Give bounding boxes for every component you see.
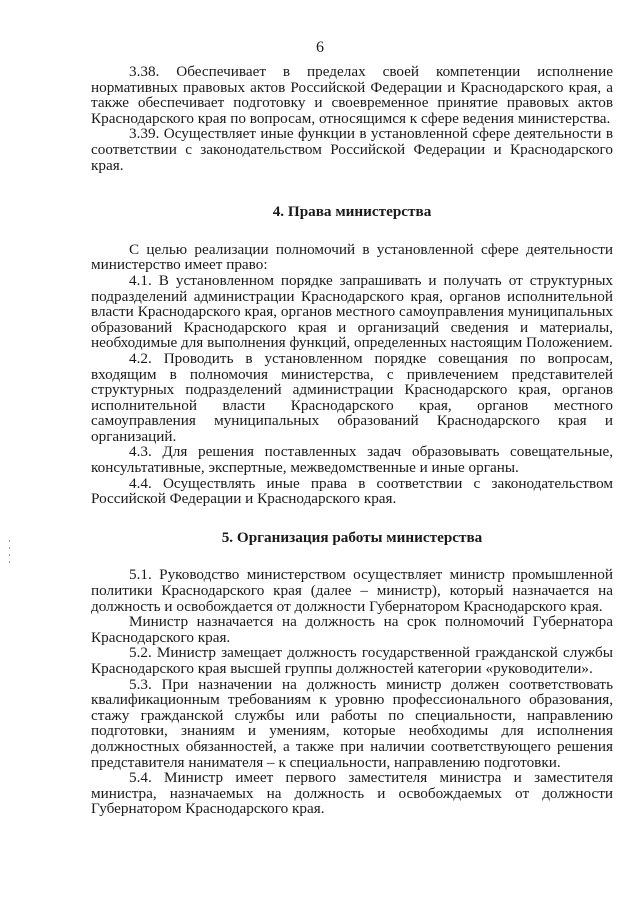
paragraph-5-1-term: Министр назначается на должность на срок полномочий Губернатора Краснодарского края. (91, 613, 613, 646)
section-5-heading: 5. Организация работы министерства (221, 528, 483, 546)
page-number: 6 (316, 39, 324, 56)
section-4-intro: С целью реализации полномочий в установленной сфере деятельности министерство имеет право: (91, 240, 613, 274)
margin-marks (8, 540, 12, 570)
paragraph-5-1: 5.1. Руководство министерством осуществляет министр промышленной политики Краснодарского края (далее – министр), который назначается на должность и освобождается от должности Губернатором Краснодарского края. (91, 566, 613, 615)
paragraph-5-4: 5.4. Министр имеет первого заместителя министра и заместителя министра, назначаемых на должность и освобождаемых от должности Губернатором Краснодарского края. (91, 769, 613, 818)
document-body (91, 64, 613, 817)
section-4-heading: 4. Права министерства (272, 203, 432, 221)
paragraph-4-1: 4.1. В установленном порядке запрашивать и получать от структурных подразделений администрации Краснодарского края, органов исполнительной власти Краснодарского края, органов местного самоуправления муниципальных образований Краснодарского края и организаций сведения и материалы, необходимые для выполнения функций, определенных настоящим Положением. (91, 271, 613, 352)
paragraph-3-38: 3.38. Обеспечивает в пределах своей компетенции исполнение нормативных правовых актов Российской Федерации и Краснодарского края, а также обеспечивает подготовку и своевременное принятие правовых актов Краснодарского края по вопросам, относящимся к сфере ведения министерства. (91, 63, 613, 127)
paragraph-4-2: 4.2. Проводить в установленном порядке совещания по вопросам, входящим в полномочия министерства, с привлечением представителей структурных подразделений администрации Краснодарского края, органов исполнительной власти Краснодарского края, органов местного самоуправления муниципальных образований Краснодарского края и организаций. (91, 349, 613, 445)
paragraph-4-3: 4.3. Для решения поставленных задач образовывать совещательные, консультативные, экспертные, межведомственные и иные органы. (91, 443, 613, 477)
paragraph-3-39: 3.39. Осуществляет иные функции в установленной сфере деятельности в соответствии с законодательством Российской Федерации и Краснодарского края. (91, 125, 613, 174)
paragraph-4-4: 4.4. Осуществлять иные права в соответствии с законодательством Российской Федерации и Краснодарского края. (91, 474, 613, 508)
paragraph-5-2: 5.2. Министр замещает должность государственной гражданской службы Краснодарского края высшей группы должностей категории «руководители». (91, 644, 613, 677)
paragraph-5-3: 5.3. При назначении на должность министр должен соответствовать квалификационным требованиям к уровню профессионального образования, стажу гражданской службы или работы по специальности, направлению подготовки, знаниям и умениям, которые необходимы для исполнения должностных обязанностей, а также при наличии соответствующего решения представителя нанимателя – к специальности, направлению подготовки. (91, 675, 613, 771)
